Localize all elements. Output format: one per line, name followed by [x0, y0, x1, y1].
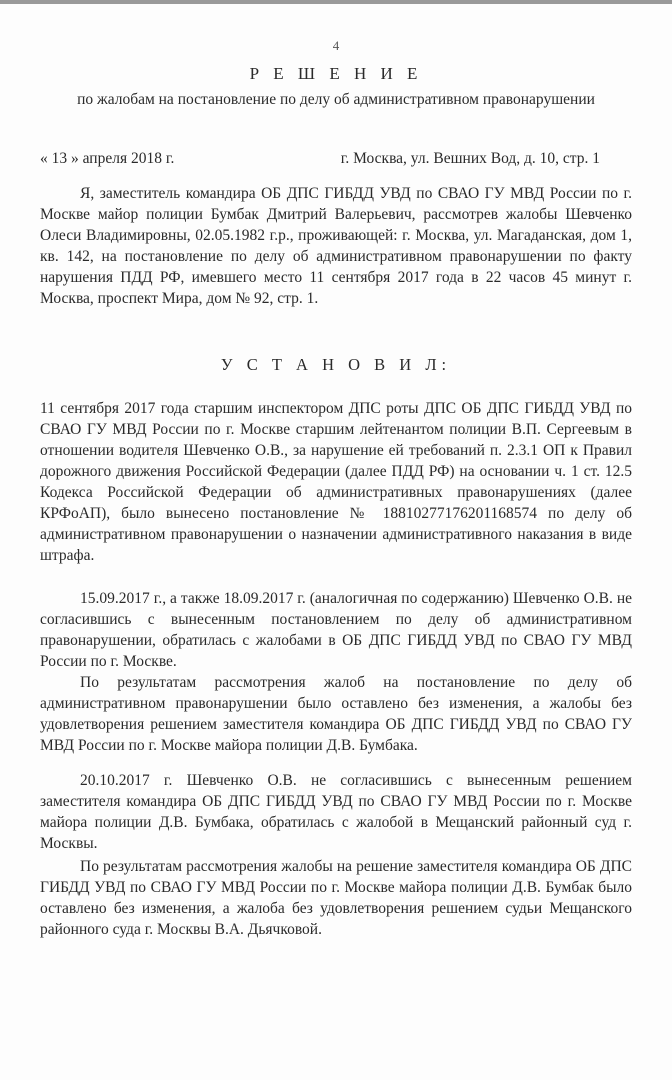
intro-paragraph: Я, заместитель командира ОБ ДПС ГИБДД УВД по СВАО ГУ МВД России по г. Москве майор полиции Бумбак Дмитрий Валерьевич, рассмотрев жалобы Шевченко Олеси Владимировны, 02.05.1982 г.р., проживающей: г. Москва, ул. Магаданская, дом 1, кв. 142, на постановление по делу об административном правонарушении по факту нарушения ПДД РФ, имевшего место 11 сентября 2017 года в 22 часов 45 минут г. Москва, проспект Мира, дом № 92, стр. 1.: [40, 185, 632, 307]
body-paragraph-1: 11 сентября 2017 года старшим инспектором ДПС роты ДПС ОБ ДПС ГИБДД УВД по СВАО ГУ МВД России по г. Москве старшим лейтенантом полиции В.П. Сергеевым в отношении водителя Шевченко О.В., за нарушение ей требований п. 2.3.1 ОП к Правил дорожного движения Российской Федерации (далее ПДД РФ) на основании ч. 1 ст. 12.5 Кодекса Российской Федерации об административных правонарушениях (далее КРФоАП), было вынесено постановление № 18810277176201168574 по делу об административном правонарушении о назначении административного наказания в виде штрафа.: [40, 400, 632, 564]
body-paragraph-3: По результатам рассмотрения жалоб на постановление по делу об административном правонарушении было оставлено без изменения, а жалобы без удовлетворения решением заместителя командира ОБ ДПС ГИБДД УВД по СВАО ГУ МВД России по г. Москве майора полиции Д.В. Бумбака.: [40, 674, 632, 754]
page-number: 4: [332, 38, 340, 53]
document-subtitle: по жалобам на постановление по делу об административном правонарушении: [77, 91, 595, 108]
body-paragraph-5: По результатам рассмотрения жалобы на решение заместителя командира ОБ ДПС ГИБДД УВД по СВАО ГУ МВД России по г. Москве майора полиции Д.В. Бумбак было оставлено без изменения, а жалоба без удовлетворения решением судьи Мещанского районного суда г. Москвы В.А. Дьячковой.: [40, 858, 632, 938]
body-paragraph-4: 20.10.2017 г. Шевченко О.В. не согласившись с вынесенным решением заместителя командира ОБ ДПС ГИБДД УВД по СВАО ГУ МВД России по г. Москве майора полиции Д.В. Бумбака, обратилась с жалобой в Мещанский районный суд г. Москвы.: [40, 772, 632, 852]
document-date: « 13 » апреля 2018 г.: [40, 150, 175, 167]
scan-edge: [0, 0, 672, 4]
body-paragraph-2: 15.09.2017 г., а также 18.09.2017 г. (аналогичная по содержанию) Шевченко О.В. не согласившись с вынесенным постановлением по делу об административном правонарушении, обратилась с жалобами в ОБ ДПС ГИБДД УВД по СВАО ГУ МВД России по г. Москве.: [40, 590, 632, 670]
section-heading: У С Т А Н О В И Л:: [220, 355, 452, 374]
document-place: г. Москва, ул. Вешних Вод, д. 10, стр. 1: [340, 150, 600, 167]
document-title: Р Е Ш Е Н И Е: [249, 64, 423, 83]
